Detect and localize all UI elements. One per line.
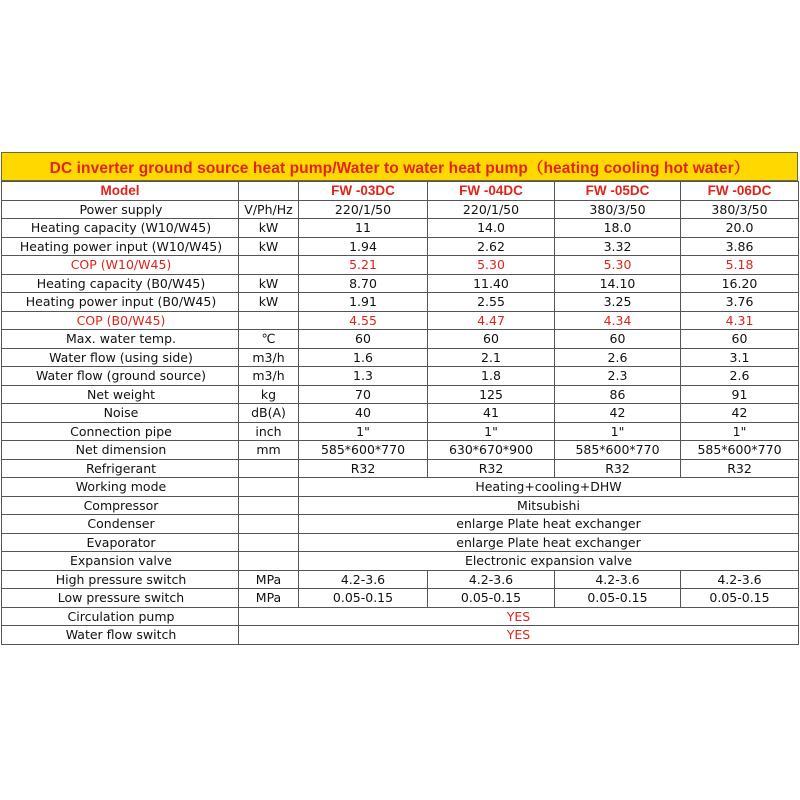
spec-row [2,607,799,626]
row-unit: kW [239,219,299,238]
row-value: 70 [299,385,428,404]
row-label: Heating power input (B0/W45) [2,293,239,312]
row-value: 91 [681,385,799,404]
row-value-merged: YES [239,607,799,626]
row-unit [239,459,299,478]
row-unit: kg [239,385,299,404]
row-label: High pressure switch [2,570,239,589]
row-value: 11 [299,219,428,238]
row-label: Refrigerant [2,459,239,478]
row-value: 20.0 [681,219,799,238]
row-label: Max. water temp. [2,330,239,349]
row-label: Heating capacity (W10/W45) [2,219,239,238]
spec-row [2,293,799,312]
row-unit: kW [239,237,299,256]
row-value: 5.30 [428,256,555,275]
row-value: 11.40 [428,274,555,293]
row-value: 5.21 [299,256,428,275]
row-value: 2.1 [428,348,555,367]
row-value: 4.31 [681,311,799,330]
spec-row [2,478,799,497]
spec-row [2,348,799,367]
row-value: 4.2-3.6 [299,570,428,589]
row-label: Net weight [2,385,239,404]
row-value: 0.05-0.15 [428,589,555,608]
row-value: 14.0 [428,219,555,238]
row-value: 220/1/50 [428,200,555,219]
row-value: 2.55 [428,293,555,312]
row-label: Low pressure switch [2,589,239,608]
row-value-merged: YES [239,626,799,645]
row-unit [239,478,299,497]
row-value-merged: Heating+cooling+DHW [299,478,799,497]
model-name: FW -05DC [555,182,681,201]
spec-row [2,256,799,275]
row-unit: m3/h [239,367,299,386]
row-value: 60 [428,330,555,349]
row-value-merged: enlarge Plate heat exchanger [299,533,799,552]
row-unit: MPa [239,570,299,589]
row-unit: mm [239,441,299,460]
spec-row [2,404,799,423]
model-name: FW -03DC [299,182,428,201]
row-value: 125 [428,385,555,404]
row-value: 2.6 [681,367,799,386]
spec-row [2,570,799,589]
row-value: 2.6 [555,348,681,367]
spec-row [2,626,799,645]
spec-row [2,496,799,515]
row-label: Circulation pump [2,607,239,626]
row-label: COP (W10/W45) [2,256,239,275]
row-label: Expansion valve [2,552,239,571]
spec-row [2,311,799,330]
row-value: 41 [428,404,555,423]
spec-row [2,385,799,404]
row-value: 40 [299,404,428,423]
row-label: Power supply [2,200,239,219]
header-unit [239,182,299,201]
row-unit [239,515,299,534]
spec-row [2,237,799,256]
row-label: Water flow switch [2,626,239,645]
row-value: 1" [428,422,555,441]
row-value: 0.05-0.15 [555,589,681,608]
row-unit: kW [239,274,299,293]
row-value: 0.05-0.15 [681,589,799,608]
row-value: 2.62 [428,237,555,256]
row-value-merged: Mitsubishi [299,496,799,515]
row-unit: inch [239,422,299,441]
row-value: 60 [555,330,681,349]
row-value: 1" [681,422,799,441]
row-value: 5.18 [681,256,799,275]
spec-row [2,274,799,293]
row-label: Connection pipe [2,422,239,441]
spec-sheet [1,152,798,645]
row-value: R32 [555,459,681,478]
row-value: 1" [299,422,428,441]
row-value: 2.3 [555,367,681,386]
row-value: 8.70 [299,274,428,293]
row-value-merged: enlarge Plate heat exchanger [299,515,799,534]
row-value: 1" [555,422,681,441]
row-value: 42 [681,404,799,423]
row-value: 60 [299,330,428,349]
row-value: 4.55 [299,311,428,330]
row-label: Water flow (ground source) [2,367,239,386]
row-unit [239,496,299,515]
row-value: R32 [299,459,428,478]
spec-row [2,422,799,441]
row-value: 585*600*770 [299,441,428,460]
row-value: 1.6 [299,348,428,367]
spec-table [1,181,799,645]
header-row [2,182,799,201]
row-label: Heating capacity (B0/W45) [2,274,239,293]
model-name: FW -04DC [428,182,555,201]
row-value: 380/3/50 [681,200,799,219]
sheet-title: DC inverter ground source heat pump/Water to water heat pump（heating cooling hot water） [1,152,798,181]
row-label: Evaporator [2,533,239,552]
row-value: 0.05-0.15 [299,589,428,608]
spec-row [2,219,799,238]
row-label: Water flow (using side) [2,348,239,367]
row-unit [239,533,299,552]
row-unit: kW [239,293,299,312]
row-value: 3.32 [555,237,681,256]
row-label: Compressor [2,496,239,515]
row-value: 3.25 [555,293,681,312]
row-unit: MPa [239,589,299,608]
row-value: 1.94 [299,237,428,256]
row-value: 3.86 [681,237,799,256]
row-value: 1.8 [428,367,555,386]
row-label: Condenser [2,515,239,534]
row-value: 60 [681,330,799,349]
spec-row [2,441,799,460]
spec-row [2,552,799,571]
model-name: FW -06DC [681,182,799,201]
row-unit: V/Ph/Hz [239,200,299,219]
row-value: 380/3/50 [555,200,681,219]
row-unit: ℃ [239,330,299,349]
row-value: 4.2-3.6 [428,570,555,589]
row-value-merged: Electronic expansion valve [299,552,799,571]
row-value: 4.47 [428,311,555,330]
row-label: Net dimension [2,441,239,460]
row-value: 42 [555,404,681,423]
spec-row [2,515,799,534]
row-label: Working mode [2,478,239,497]
row-unit: dB(A) [239,404,299,423]
spec-row [2,459,799,478]
row-value: 18.0 [555,219,681,238]
row-value: 86 [555,385,681,404]
row-value: 3.1 [681,348,799,367]
row-value: 4.2-3.6 [681,570,799,589]
row-value: 630*670*900 [428,441,555,460]
row-value: 3.76 [681,293,799,312]
row-value: 16.20 [681,274,799,293]
row-value: 585*600*770 [681,441,799,460]
row-label: Noise [2,404,239,423]
row-label: Heating power input (W10/W45) [2,237,239,256]
row-value: 4.34 [555,311,681,330]
header-label: Model [2,182,239,201]
row-unit: m3/h [239,348,299,367]
row-value: R32 [428,459,555,478]
row-unit [239,552,299,571]
row-value: 5.30 [555,256,681,275]
spec-row [2,589,799,608]
row-value: 4.2-3.6 [555,570,681,589]
row-value: 1.3 [299,367,428,386]
row-value: 585*600*770 [555,441,681,460]
row-unit [239,256,299,275]
spec-row [2,200,799,219]
row-label: COP (B0/W45) [2,311,239,330]
row-value: 220/1/50 [299,200,428,219]
row-value: 14.10 [555,274,681,293]
spec-row [2,533,799,552]
row-value: 1.91 [299,293,428,312]
row-value: R32 [681,459,799,478]
spec-row [2,367,799,386]
row-unit [239,311,299,330]
spec-row [2,330,799,349]
